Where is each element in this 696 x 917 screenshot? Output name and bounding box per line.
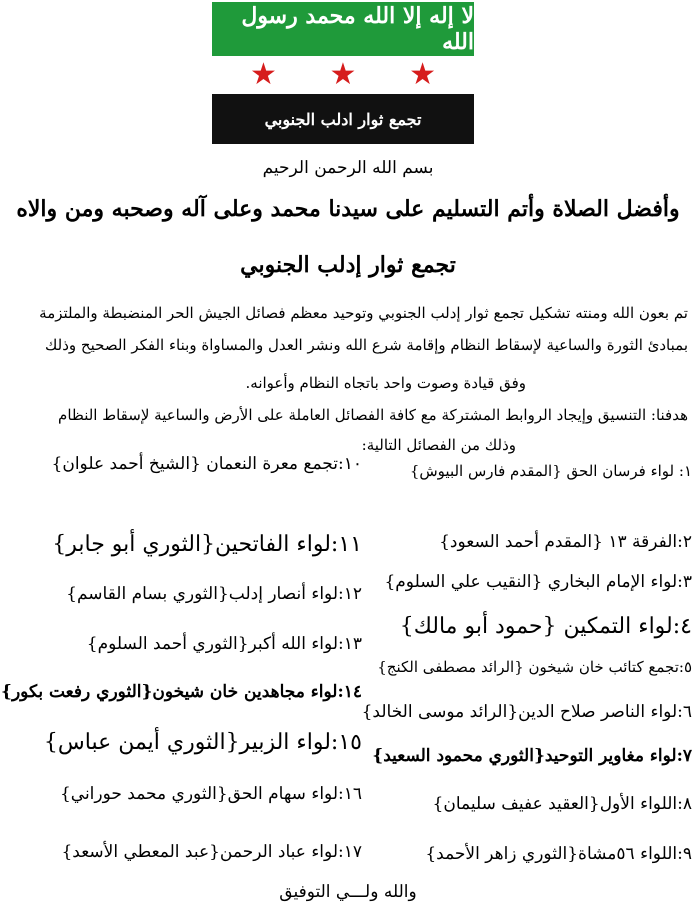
faction-item: ١٠:تجمع معرة النعمان {الشيخ أحمد علوان}: [51, 454, 362, 474]
basmala: بسم الله الرحمن الرحيم: [262, 158, 434, 178]
faction-item: ١٥:لواء الزبير{الثوري أيمن عباس}: [43, 730, 362, 755]
intro-line: وذلك من الفصائل التالية:: [361, 436, 516, 454]
red-star-icon: ★: [409, 57, 436, 92]
red-star-icon: ★: [250, 57, 277, 92]
faction-item: ٩:اللواء ٥٦مشاة{الثوري زاهر الأحمد}: [425, 844, 692, 864]
document-title: تجمع ثوار إدلب الجنوبي: [240, 252, 456, 278]
faction-item: ١٤:لواء مجاهدين خان شيخون{الثوري رفعت بكور}: [1, 682, 362, 702]
salutation: وأفضل الصلاة وأتم التسليم على سيدنا محمد وعلى آله وصحبه ومن والاه: [16, 196, 680, 222]
faction-item: ٧:لواء مغاوير التوحيد{الثوري محمود السعيد}: [372, 746, 692, 766]
faction-item: ١٢:لواء أنصار إدلب{الثوري بسام القاسم}: [66, 584, 362, 604]
faction-item: ١: لواء فرسان الحق {المقدم فارس البيوش}: [409, 462, 692, 480]
faction-item: ٨:اللواء الأول{العقيد عفيف سليمان}: [432, 794, 692, 814]
faction-item: ١٦:لواء سهام الحق{الثوري محمد حوراني}: [59, 784, 362, 804]
goal-line: هدفنا: التنسيق وإيجاد الروابط المشتركة مع كافة الفصائل العاملة على الأرض والساعية لإسقاط النظام: [58, 406, 688, 424]
flag-green-band: [212, 2, 474, 56]
body-line-3: وفق قيادة وصوت واحد باتجاه النظام وأعوانه.: [245, 374, 526, 392]
faction-item: ٥:تجمع كتائب خان شيخون {الرائد مصطفى الكنج}: [377, 658, 692, 676]
body-line-1: تم بعون الله ومنته تشكيل تجمع ثوار إدلب الجنوبي وتوحيد معظم فصائل الجيش الحر المنضبطة والملتزمة: [39, 304, 688, 322]
faction-item: ٣:لواء الإمام البخاري {النقيب علي السلوم}: [384, 572, 692, 592]
faction-item: ٦:لواء الناصر صلاح الدين{الرائد موسى الخالد}: [361, 702, 692, 722]
faction-item: ١٣:لواء الله أكبر{الثوري أحمد السلوم}: [86, 634, 362, 654]
revolution-flag: [212, 2, 474, 144]
shahada-text: لا إله إلا الله محمد رسول الله: [241, 3, 474, 55]
body-line-2: بمبادئ الثورة والساعية لإسقاط النظام وإقامة شرع الله ونشر العدل والمساواة وبناء الفكر الصحيح وذلك: [45, 336, 688, 354]
faction-item: ١٧:لواء عباد الرحمن{عبد المعطي الأسعد}: [61, 842, 362, 862]
flag-black-band: [212, 94, 474, 144]
closing-line: والله ولـــي التوفيق: [279, 882, 417, 902]
faction-item: ٢:الفرقة ١٣ {المقدم أحمد السعود}: [439, 532, 692, 552]
flag-white-band: [212, 56, 474, 94]
banner-text: تجمع ثوار ادلب الجنوبي: [264, 109, 422, 129]
faction-item: ١١:لواء الفاتحين{الثوري أبو جابر}: [52, 532, 362, 557]
faction-item: ٤:لواء التمكين {حمود أبو مالك}: [399, 614, 692, 639]
red-star-icon: ★: [329, 57, 357, 92]
